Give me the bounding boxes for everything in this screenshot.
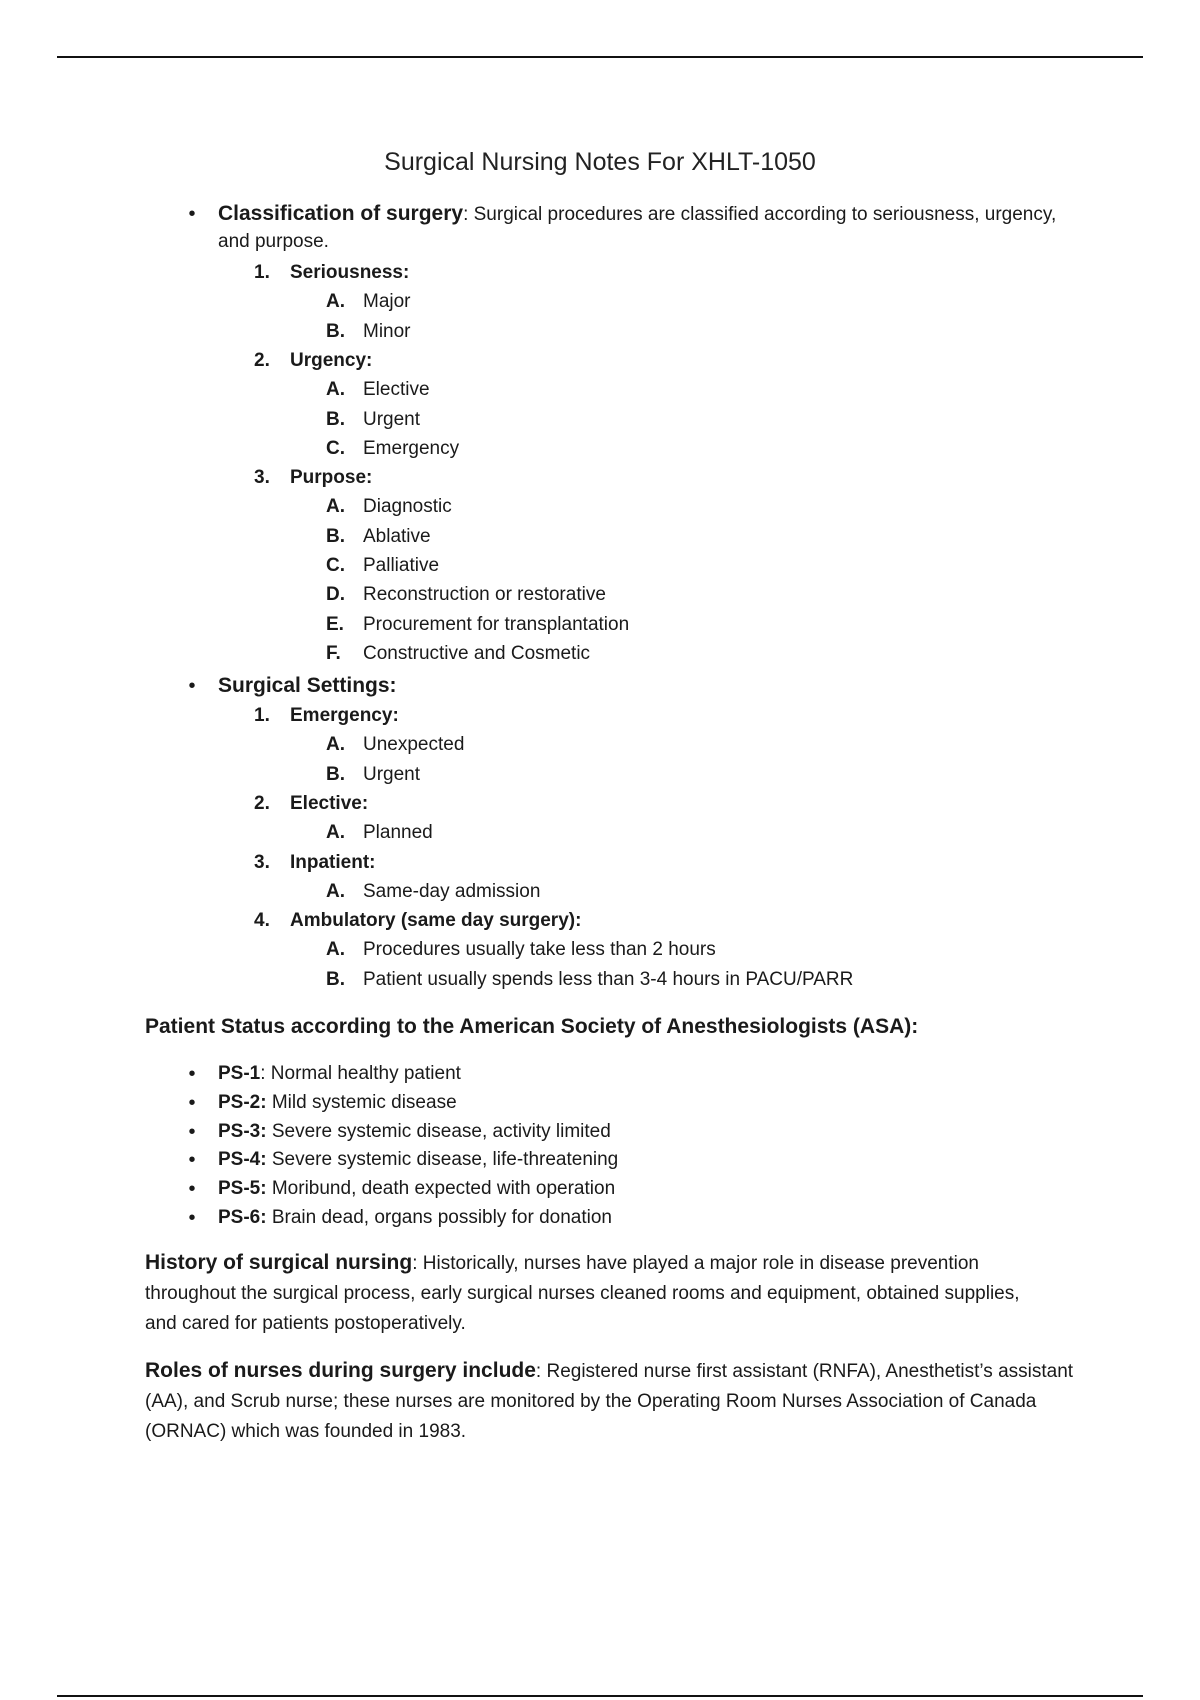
numbered-item-label: Purpose: <box>290 467 373 489</box>
history-line-2: throughout the surgical process, early surgical nurses cleaned rooms and equipment, obtained supplies, <box>145 1283 1020 1304</box>
lettered-item-text: Unexpected <box>363 734 465 756</box>
asa-item-content <box>218 1118 611 1146</box>
number-marker: 1. <box>254 262 270 283</box>
asa-item-code: PS-4: <box>218 1149 267 1171</box>
letter-marker: A. <box>326 291 345 313</box>
letter-marker: B. <box>326 763 345 785</box>
number-marker: 4. <box>254 910 270 932</box>
classification-text: : Surgical procedures are classified according to seriousness, urgency, <box>463 204 1057 225</box>
bullet-icon: • <box>188 1178 196 1201</box>
lettered-item-text: Palliative <box>363 555 440 576</box>
letter-marker: A. <box>326 496 345 518</box>
numbered-item-label: Ambulatory (same day surgery): <box>290 910 582 932</box>
roles-paragraph <box>145 1356 1105 1447</box>
numbered-item-label: Emergency: <box>290 705 399 726</box>
asa-item-code: PS-3: <box>218 1120 267 1142</box>
asa-item-text: Moribund, death expected with operation <box>266 1178 616 1200</box>
asa-item-content <box>218 1204 612 1232</box>
letter-marker: A. <box>326 734 345 756</box>
history-line-3: and cared for patients postoperatively. <box>145 1313 466 1334</box>
settings-label: Surgical Settings: <box>218 674 397 697</box>
bullet-icon: • <box>188 1063 196 1085</box>
lettered-item-text: Same-day admission <box>363 880 541 902</box>
asa-item-content <box>218 1089 457 1117</box>
lettered-item-text: Urgent <box>363 763 421 785</box>
bullet-icon: • <box>188 1120 196 1143</box>
bullet-icon: • <box>188 675 196 697</box>
number-marker: 2. <box>254 349 270 371</box>
asa-item-code: PS-6: <box>218 1207 267 1228</box>
asa-item-text: Severe systemic disease, activity limited <box>266 1120 611 1142</box>
classification-text-cont: and purpose. <box>218 231 329 252</box>
roles-line-2: (AA), and Scrub nurse; these nurses are monitored by the Operating Room Nurses Association of Canada <box>145 1391 1037 1412</box>
letter-marker: A. <box>326 822 345 844</box>
lettered-item-text: Procurement for transplantation <box>363 613 630 635</box>
bullet-icon: • <box>188 1149 196 1172</box>
top-rule <box>57 56 1143 58</box>
numbered-item-label: Seriousness: <box>290 262 410 283</box>
lettered-item-text: Minor <box>363 320 411 342</box>
letter-marker: D. <box>326 584 345 606</box>
lettered-item-text: Major <box>363 291 411 313</box>
letter-marker: C. <box>326 555 345 576</box>
lettered-item-text: Ablative <box>363 525 431 547</box>
lettered-item-text: Procedures usually take less than 2 hours <box>363 939 716 961</box>
letter-marker: F. <box>326 642 341 664</box>
history-label: History of surgical nursing <box>145 1251 413 1274</box>
roles-line-1: : Registered nurse first assistant (RNFA), Anesthetist’s assistant <box>535 1361 1074 1382</box>
lettered-item-text: Patient usually spends less than 3-4 hours in PACU/PARR <box>363 968 854 990</box>
page-title: Surgical Nursing Notes For XHLT-1050 <box>384 148 816 176</box>
number-marker: 1. <box>254 705 270 726</box>
lettered-item-text: Constructive and Cosmetic <box>363 642 591 664</box>
classification-label: Classification of surgery <box>218 202 464 225</box>
letter-marker: E. <box>326 613 344 635</box>
letter-marker: B. <box>326 968 345 990</box>
asa-item-text: Severe systemic disease, life-threatening <box>266 1149 619 1171</box>
bullet-icon: • <box>188 1091 196 1114</box>
number-marker: 2. <box>254 792 270 814</box>
asa-item-text: : Normal healthy patient <box>260 1063 461 1084</box>
asa-item-content <box>218 1060 461 1088</box>
lettered-item-text: Reconstruction or restorative <box>363 584 606 606</box>
bottom-rule <box>57 1695 1143 1697</box>
lettered-item-text: Elective <box>363 379 430 401</box>
asa-item-content <box>218 1146 618 1174</box>
letter-marker: B. <box>326 525 345 547</box>
history-paragraph <box>145 1248 1105 1339</box>
roles-line-3: (ORNAC) which was founded in 1983. <box>145 1421 467 1442</box>
asa-item-text: Brain dead, organs possibly for donation <box>266 1207 612 1228</box>
bullet-icon: • <box>188 1207 196 1229</box>
numbered-item-label: Inpatient: <box>290 851 376 873</box>
asa-item-content <box>218 1175 615 1203</box>
letter-marker: B. <box>326 408 345 430</box>
asa-item-code: PS-5: <box>218 1178 267 1200</box>
letter-marker: C. <box>326 437 345 459</box>
lettered-item-text: Urgent <box>363 408 421 430</box>
lettered-item-text: Emergency <box>363 437 460 459</box>
lettered-item-text: Planned <box>363 822 433 844</box>
bullet-icon: • <box>188 203 196 225</box>
history-line-1: : Historically, nurses have played a major role in disease prevention <box>412 1253 979 1274</box>
letter-marker: B. <box>326 320 345 342</box>
numbered-item-label: Elective: <box>290 792 369 814</box>
asa-heading: Patient Status according to the American Society of Anesthesiologists (ASA): <box>145 1015 919 1038</box>
numbered-item-label: Urgency: <box>290 349 373 371</box>
number-marker: 3. <box>254 851 270 873</box>
asa-item-text: Mild systemic disease <box>266 1091 457 1113</box>
letter-marker: A. <box>326 379 345 401</box>
number-marker: 3. <box>254 467 270 489</box>
asa-item-code: PS-1 <box>218 1063 261 1084</box>
letter-marker: A. <box>326 880 345 902</box>
letter-marker: A. <box>326 939 345 961</box>
lettered-item-text: Diagnostic <box>363 496 452 518</box>
roles-label: Roles of nurses during surgery include <box>145 1359 536 1382</box>
asa-item-code: PS-2: <box>218 1091 267 1113</box>
